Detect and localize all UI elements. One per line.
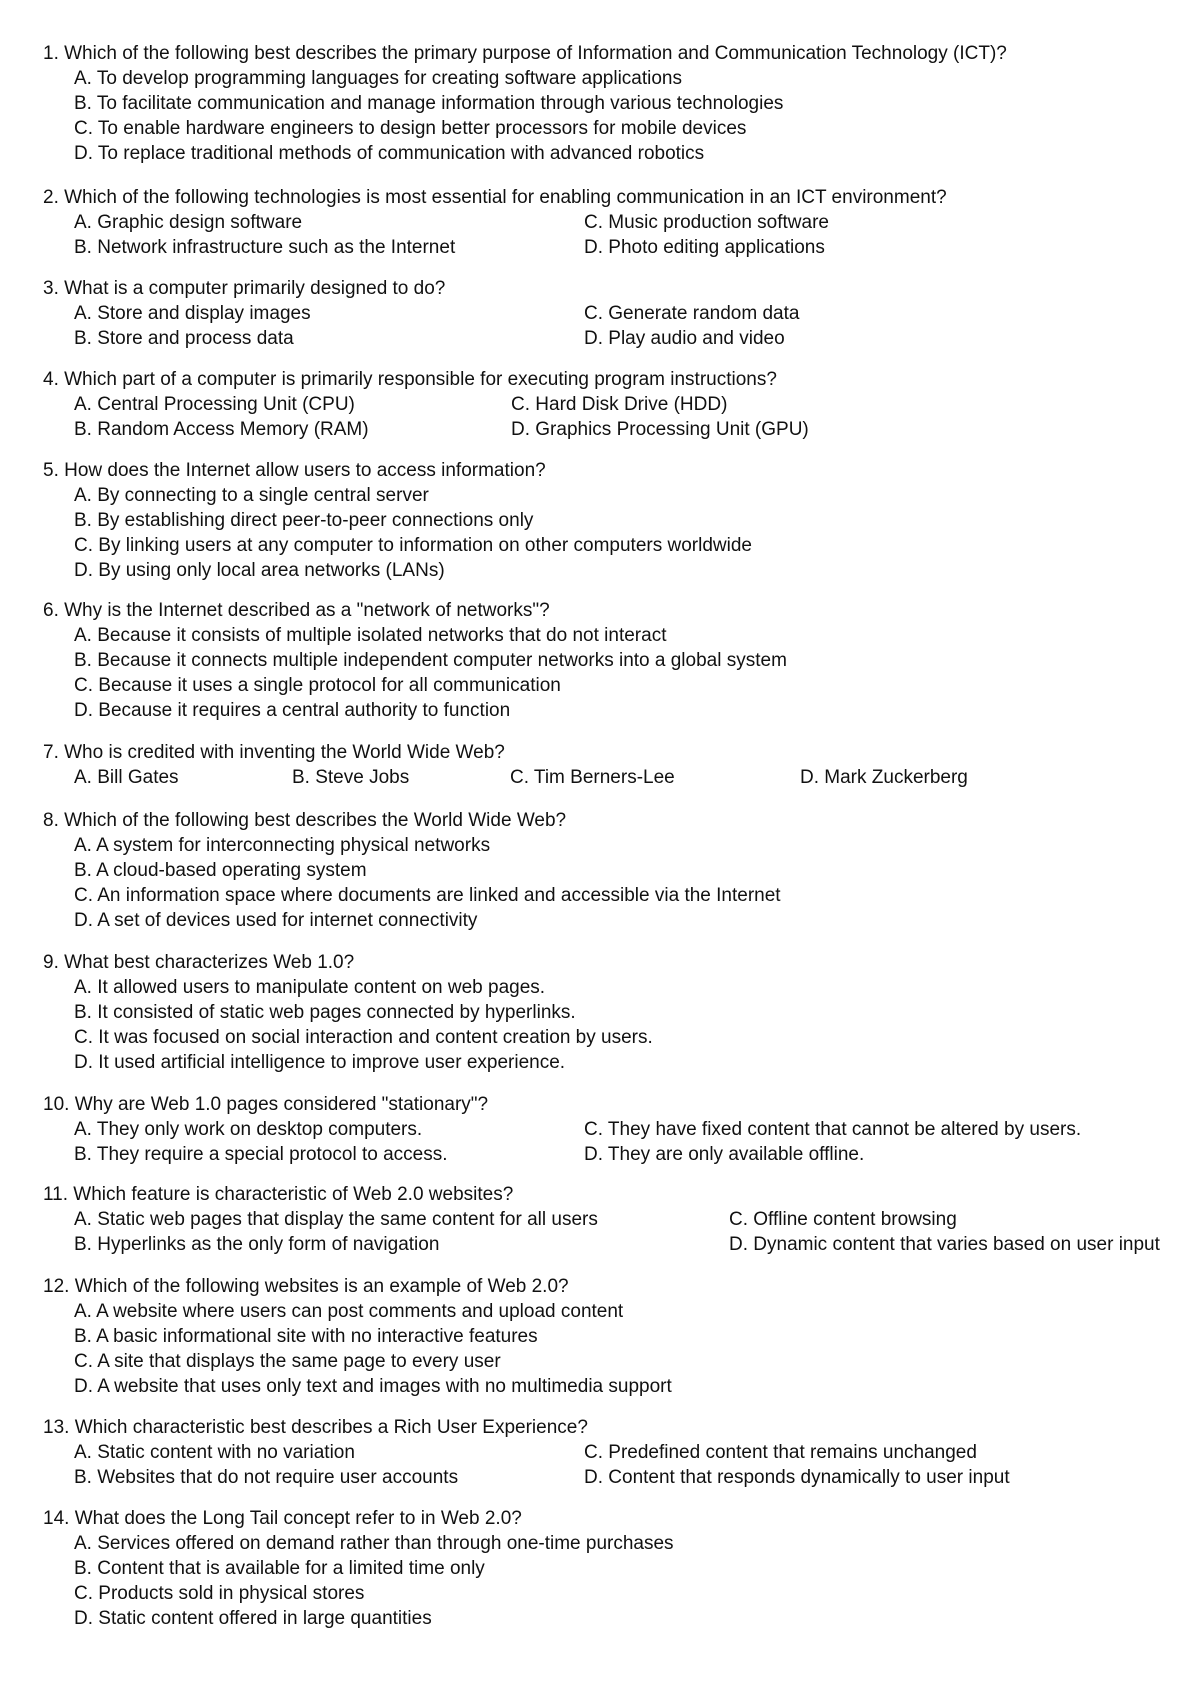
option-c: C. A site that displays the same page to every user <box>74 1351 501 1372</box>
option-d: D. Play audio and video <box>584 328 785 349</box>
option-list <box>74 833 1193 933</box>
option-b: B. A cloud-based operating system <box>74 860 367 881</box>
option-list <box>74 66 1193 166</box>
question-14 <box>43 1506 1193 1631</box>
option-b: B. Store and process data <box>74 328 294 349</box>
option-d: D. Static content offered in large quantities <box>74 1608 432 1629</box>
question-12 <box>43 1274 1193 1399</box>
question-stem: 11. Which feature is characteristic of Web 2.0 websites? <box>43 1184 514 1205</box>
question-4 <box>43 367 1193 442</box>
option-b: B. A basic informational site with no interactive features <box>74 1326 538 1347</box>
option-a: A. Services offered on demand rather than through one-time purchases <box>74 1533 674 1554</box>
option-d: D. Photo editing applications <box>584 237 825 258</box>
option-d: D. To replace traditional methods of communication with advanced robotics <box>74 143 705 164</box>
option-a: A. A website where users can post comments and upload content <box>74 1301 624 1322</box>
option-d: D. By using only local area networks (LANs) <box>74 560 445 581</box>
question-stem: 13. Which characteristic best describes a Rich User Experience? <box>43 1417 588 1438</box>
option-c: C. Generate random data <box>584 303 800 324</box>
question-stem: 12. Which of the following websites is an example of Web 2.0? <box>43 1276 569 1297</box>
question-6 <box>43 598 1193 723</box>
question-5 <box>43 458 1193 583</box>
question-stem: 14. What does the Long Tail concept refer to in Web 2.0? <box>43 1508 522 1529</box>
question-8 <box>43 808 1193 933</box>
question-stem: 5. How does the Internet allow users to access information? <box>43 460 546 481</box>
question-stem: 2. Which of the following technologies is most essential for enabling communication in an ICT environment? <box>43 187 947 208</box>
option-list <box>74 975 1193 1075</box>
question-9 <box>43 950 1193 1075</box>
question-stem: 7. Who is credited with inventing the World Wide Web? <box>43 742 505 763</box>
question-stem: 1. Which of the following best describes the primary purpose of Information and Communication Technology (ICT)? <box>43 43 1007 64</box>
option-b: B. It consisted of static web pages connected by hyperlinks. <box>74 1002 576 1023</box>
option-a: A. Central Processing Unit (CPU) <box>74 394 355 415</box>
question-stem: 4. Which part of a computer is primarily responsible for executing program instructions? <box>43 369 777 390</box>
option-b: B. Hyperlinks as the only form of navigation <box>74 1234 440 1255</box>
option-c: C. Hard Disk Drive (HDD) <box>511 394 728 415</box>
option-a: A. A system for interconnecting physical networks <box>74 835 491 856</box>
option-a: A. By connecting to a single central server <box>74 485 429 506</box>
option-b: B. Steve Jobs <box>292 767 410 788</box>
option-list <box>74 210 1193 260</box>
question-stem: 6. Why is the Internet described as a "network of networks"? <box>43 600 550 621</box>
option-list <box>74 1531 1193 1631</box>
option-b: B. Random Access Memory (RAM) <box>74 419 369 440</box>
option-c: C. Because it uses a single protocol for all communication <box>74 675 561 696</box>
option-b: B. They require a special protocol to access. <box>74 1144 448 1165</box>
option-list <box>74 483 1193 583</box>
option-d: D. Mark Zuckerberg <box>800 767 968 788</box>
option-list <box>74 765 1193 790</box>
option-d: D. They are only available offline. <box>584 1144 865 1165</box>
option-list <box>74 623 1193 723</box>
option-c: C. By linking users at any computer to information on other computers worldwide <box>74 535 752 556</box>
option-list <box>74 1207 1193 1257</box>
option-c: C. It was focused on social interaction and content creation by users. <box>74 1027 653 1048</box>
question-7 <box>43 740 1193 790</box>
option-c: C. To enable hardware engineers to design better processors for mobile devices <box>74 118 747 139</box>
option-a: A. Bill Gates <box>74 767 179 788</box>
option-a: A. They only work on desktop computers. <box>74 1119 423 1140</box>
option-c: C. Predefined content that remains unchanged <box>584 1442 977 1463</box>
question-13 <box>43 1415 1193 1490</box>
option-list <box>74 392 1193 442</box>
question-stem: 8. Which of the following best describes the World Wide Web? <box>43 810 567 831</box>
question-1 <box>43 41 1193 166</box>
option-b: B. By establishing direct peer-to-peer connections only <box>74 510 534 531</box>
option-d: D. A set of devices used for internet connectivity <box>74 910 478 931</box>
question-stem: 10. Why are Web 1.0 pages considered "stationary"? <box>43 1094 489 1115</box>
option-a: A. Because it consists of multiple isolated networks that do not interact <box>74 625 667 646</box>
option-a: A. Store and display images <box>74 303 311 324</box>
option-a: A. Static web pages that display the same content for all users <box>74 1209 598 1230</box>
question-stem: 3. What is a computer primarily designed to do? <box>43 278 446 299</box>
option-a: A. To develop programming languages for creating software applications <box>74 68 682 89</box>
option-a: A. Graphic design software <box>74 212 303 233</box>
option-list <box>74 1117 1193 1167</box>
option-c: C. Products sold in physical stores <box>74 1583 365 1604</box>
question-11 <box>43 1182 1193 1257</box>
option-d: D. Because it requires a central authority to function <box>74 700 511 721</box>
option-c: C. Music production software <box>584 212 829 233</box>
option-b: B. Because it connects multiple independent computer networks into a global system <box>74 650 787 671</box>
option-d: D. Content that responds dynamically to user input <box>584 1467 1010 1488</box>
question-stem: 9. What best characterizes Web 1.0? <box>43 952 355 973</box>
option-b: B. To facilitate communication and manage information through various technologies <box>74 93 784 114</box>
question-2 <box>43 185 1193 260</box>
option-b: B. Websites that do not require user accounts <box>74 1467 459 1488</box>
option-a: A. Static content with no variation <box>74 1442 355 1463</box>
option-d: D. It used artificial intelligence to improve user experience. <box>74 1052 566 1073</box>
question-10 <box>43 1092 1193 1167</box>
option-c: C. They have fixed content that cannot be altered by users. <box>584 1119 1082 1140</box>
option-c: C. Offline content browsing <box>729 1209 957 1230</box>
option-b: B. Network infrastructure such as the Internet <box>74 237 456 258</box>
option-b: B. Content that is available for a limited time only <box>74 1558 485 1579</box>
option-list <box>74 1299 1193 1399</box>
option-d: D. Dynamic content that varies based on user input <box>729 1234 1160 1255</box>
option-c: C. Tim Berners-Lee <box>510 767 675 788</box>
option-list <box>74 301 1193 351</box>
option-list <box>74 1440 1193 1490</box>
option-a: A. It allowed users to manipulate content on web pages. <box>74 977 546 998</box>
option-d: D. A website that uses only text and images with no multimedia support <box>74 1376 672 1397</box>
option-d: D. Graphics Processing Unit (GPU) <box>511 419 809 440</box>
question-3 <box>43 276 1193 351</box>
option-c: C. An information space where documents are linked and accessible via the Internet <box>74 885 781 906</box>
